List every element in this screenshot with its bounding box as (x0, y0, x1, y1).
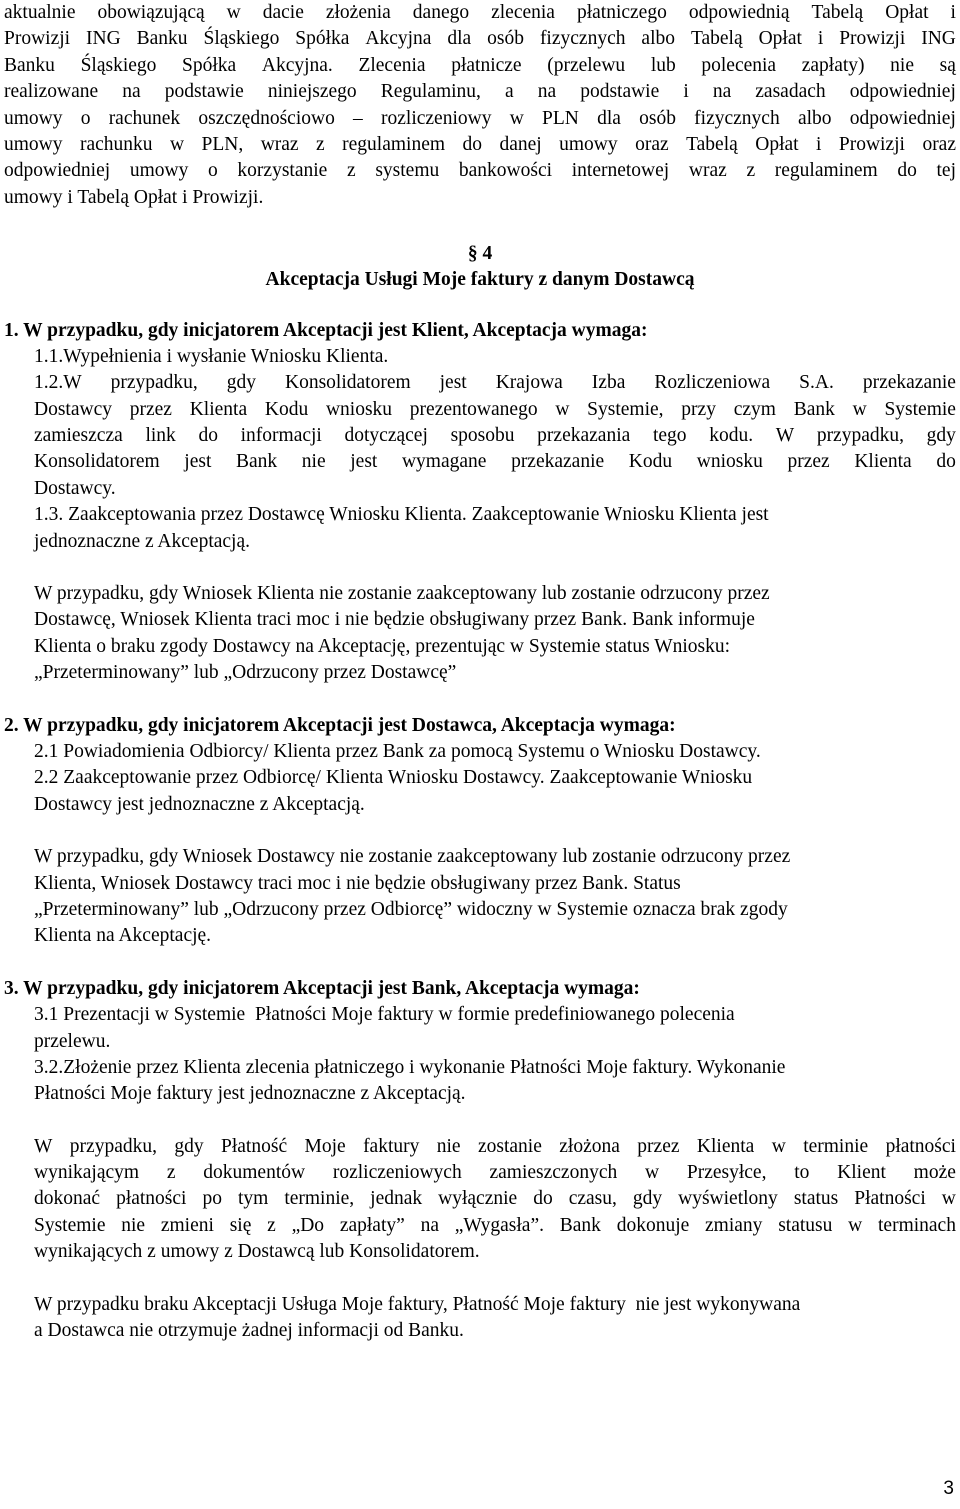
text-line: Prowizji ING Banku Śląskiego Spółka Akcyjna dla osób fizycznych albo Tabelą Opłat i Prowizji ING (4, 28, 956, 50)
item-3-2 (4, 1055, 956, 1108)
section-number: § 4 (467, 243, 493, 265)
text-line: aktualnie obowiązującą w dacie złożenia danego zlecenia płatniczego odpowiednią Tabelą Opłat i (4, 2, 956, 23)
text-line: Dostawcy jest jednoznaczne z Akceptacją. (34, 793, 365, 815)
text-line: Płatności Moje faktury jest jednoznaczne z Akceptacją. (34, 1083, 466, 1105)
text-line: 1.3. Zaakceptowania przez Dostawcę Wniosku Klienta. Zaakceptowanie Wniosku Klienta jest (34, 504, 769, 526)
text-line: zamieszcza link do informacji dotyczącej sposobu przekazania tego kodu. W przypadku, gdy (34, 425, 956, 447)
text-line: a Dostawca nie otrzymuje żadnej informacji od Banku. (34, 1320, 464, 1342)
point-3-heading: 3. W przypadku, gdy inicjatorem Akceptacji jest Bank, Akceptacja wymaga: (4, 977, 640, 999)
text-line: Dostawcy. (34, 477, 116, 499)
text-line: 1.2.W przypadku, gdy Konsolidatorem jest Krajowa Izba Rozliczeniowa S.A. przekazanie (34, 372, 956, 394)
text-line: Dostawcę, Wniosek Klienta traci moc i nie będzie obsługiwany przez Bank. Bank informuje (34, 609, 755, 631)
text-line: Klienta, Wniosek Dostawcy traci moc i nie będzie obsługiwany przez Bank. Status (34, 872, 681, 894)
text-line: Systemie nie zmieni się z „Do zapłaty” na „Wygasła”. Bank dokonuje zmiany statusu w terminach (34, 1214, 956, 1236)
point-2-note (4, 844, 956, 950)
text-line: umowy i Tabelą Opłat i Prowizji. (4, 186, 264, 208)
text-line: Konsolidatorem jest Bank nie jest wymagane przekazanie Kodu wniosku przez Klienta do (34, 451, 956, 473)
point-1-note (4, 581, 956, 687)
text-line: W przypadku braku Akceptacji Usługa Moje faktury, Płatność Moje faktury nie jest wykonywana (34, 1293, 801, 1315)
text-line: 3.1 Prezentacji w Systemie Płatności Moje faktury w formie predefiniowanego polecenia (34, 1004, 735, 1026)
text-line: odpowiedniej umowy o korzystanie z systemu bankowości internetowej wraz z regulaminem do tej (4, 160, 956, 182)
text-line: umowy o rachunek oszczędnościowo – rozliczeniowy w PLN dla osób fizycznych albo odpowiedniej (4, 107, 956, 129)
text-line: umowy rachunku w PLN, wraz z regulaminem do danej umowy oraz Tabelą Opłat i Prowizji oraz (4, 133, 956, 155)
text-line: W przypadku, gdy Płatność Moje faktury nie zostanie złożona przez Klienta w terminie płatności (34, 1135, 956, 1157)
final-note (4, 1292, 956, 1345)
text-line: przelewu. (34, 1030, 111, 1052)
item-3-1 (4, 1002, 956, 1055)
text-line: 2.2 Zaakceptowanie przez Odbiorcę/ Klienta Wniosku Dostawcy. Zaakceptowanie Wniosku (34, 767, 753, 789)
document-page (4, 0, 956, 1344)
text-line: Dostawcy przez Klienta Kodu wniosku prezentowanego w Systemie, przy czym Bank w Systemie (34, 398, 956, 420)
text-line: Klienta na Akceptację. (34, 925, 212, 947)
item-1-1: 1.1.Wypełnienia i wysłanie Wniosku Klienta. (34, 345, 389, 367)
item-1-3 (4, 502, 956, 555)
point-2-heading: 2. W przypadku, gdy inicjatorem Akceptacji jest Dostawca, Akceptacja wymaga: (4, 714, 676, 736)
point-3-note (4, 1134, 956, 1266)
text-line: „Przeterminowany” lub „Odrzucony przez Odbiorcę” widoczny w Systemie oznacza brak zgody (34, 898, 788, 920)
text-line: Banku Śląskiego Spółka Akcyjna. Zlecenia płatnicze (przelewu lub polecenia zapłaty) nie są (4, 54, 956, 76)
text-line: realizowane na podstawie niniejszego Regulaminu, a na podstawie i na zasadach odpowiedniej (4, 81, 956, 103)
item-2-2 (4, 765, 956, 818)
text-line: wynikającym z dokumentów rozliczeniowych zamieszczonych w Przesyłce, to Klient może (34, 1162, 956, 1184)
text-line: W przypadku, gdy Wniosek Dostawcy nie zostanie zaakceptowany lub zostanie odrzucony przez (34, 846, 791, 868)
intro-paragraph (4, 0, 956, 211)
text-line: wynikających z umowy z Dostawcą lub Konsolidatorem. (34, 1241, 480, 1263)
text-line: W przypadku, gdy Wniosek Klienta nie zostanie zaakceptowany lub zostanie odrzucony przez (34, 583, 770, 605)
text-line: jednoznaczne z Akceptacją. (34, 530, 250, 552)
point-1-heading: 1. W przypadku, gdy inicjatorem Akceptacji jest Klient, Akceptacja wymaga: (4, 319, 648, 341)
text-line: Klienta o braku zgody Dostawcy na Akceptację, prezentując w Systemie status Wniosku: (34, 635, 731, 657)
item-1-2 (4, 370, 956, 502)
text-line: „Przeterminowany” lub „Odrzucony przez Dostawcę” (34, 662, 457, 684)
section-title: Akceptacja Usługi Moje faktury z danym Dostawcą (265, 269, 695, 291)
item-2-1: 2.1 Powiadomienia Odbiorcy/ Klienta przez Bank za pomocą Systemu o Wniosku Dostawcy. (34, 740, 761, 762)
text-line: 3.2.Złożenie przez Klienta zlecenia płatniczego i wykonanie Płatności Moje faktury. Wykonanie (34, 1056, 786, 1078)
page-number: 3 (943, 1478, 954, 1499)
text-line: dokonać płatności po tym terminie, jednak wyłącznie do czasu, gdy wyświetlony status Płatności w (34, 1188, 956, 1210)
